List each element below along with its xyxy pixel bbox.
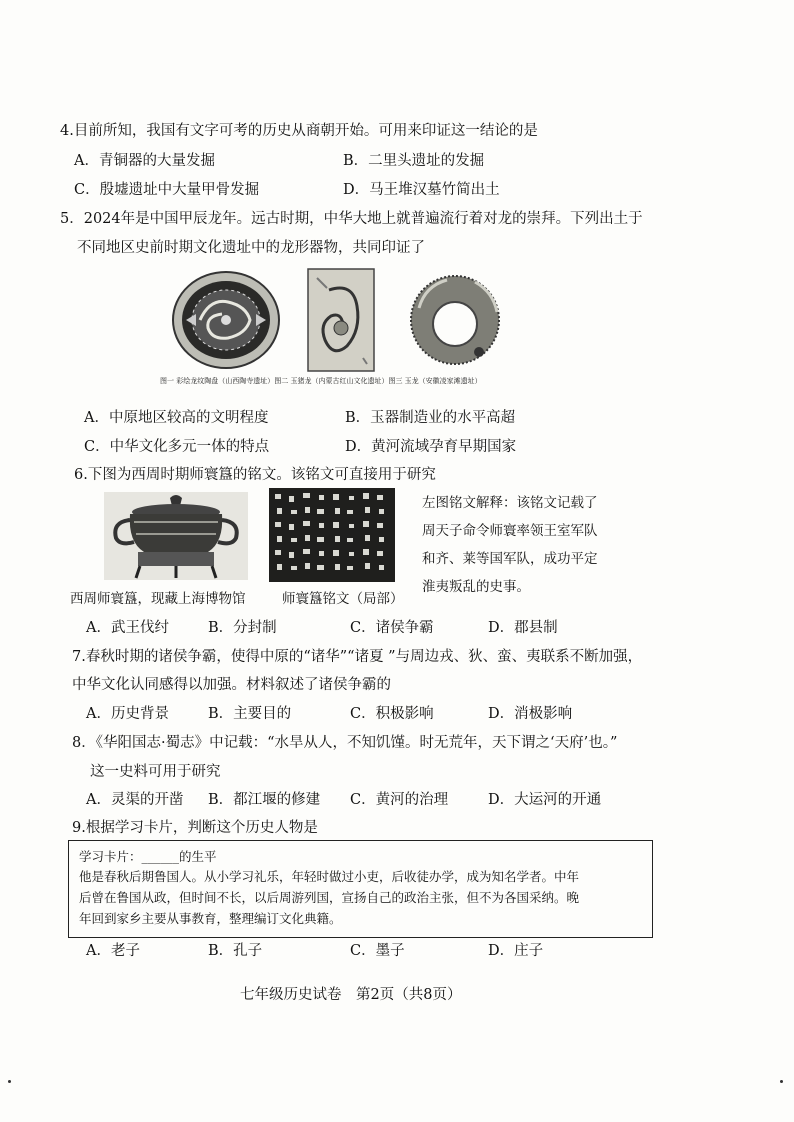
q6-vessel-caption: 西周师寰簋，现藏上海博物馆 [70,591,246,607]
q9-option-b: B．孔子 [208,943,263,959]
scan-speck [8,1080,11,1083]
q7-option-c: C．积极影响 [350,706,434,722]
q5-stem-line1: 5．2024年是中国甲辰龙年。远古时期，中华大地上就普遍流行着对龙的崇拜。下列出土于 [60,211,643,227]
q4-option-c: C．殷墟遗址中大量甲骨发掘 [74,182,260,198]
q7-option-b: B．主要目的 [208,706,292,722]
page-footer: 七年级历史试卷 第2页（共8页） [240,987,462,1003]
study-card-line2: 后曾在鲁国从政，但时间不长，以后周游列国，宣扬自己的政治主张，但不为各国采纳。晚 [79,890,580,905]
q5-option-d: D．黄河流域孕育早期国家 [345,439,517,455]
q6-inscription-caption: 师寰簋铭文（局部） [282,591,404,607]
q5-stem-line2: 不同地区史前时期文化遗址中的龙形器物，共同印证了 [77,240,425,256]
q5-option-b: B．玉器制造业的水平高超 [345,410,516,426]
q4-option-b: B．二里头遗址的发掘 [343,153,485,169]
inscription-rubbing-image [269,488,395,582]
q6-note-line4: 淮夷叛乱的史事。 [422,579,530,595]
study-card-line1: 他是春秋后期鲁国人。从小学习礼乐，年轻时做过小吏，后收徒办学，成为知名学者。中年 [79,869,580,884]
q7-option-d: D．消极影响 [488,706,573,722]
q4-stem: 4.目前所知，我国有文字可考的历史从商朝开始。可用来印证这一结论的是 [60,123,538,139]
shi-huan-gui-vessel-image [104,492,248,580]
q8-option-b: B．都江堰的修建 [208,792,321,808]
q8-option-c: C．黄河的治理 [350,792,449,808]
q6-note-line2: 周天子命令师寰率领王室军队 [422,523,598,539]
q6-note-line1: 左图铭文解释：该铭文记载了 [422,495,598,511]
q6-option-c: C．诸侯争霸 [350,620,434,636]
study-card [68,840,653,938]
q6-option-d: D．郡县制 [488,620,558,636]
q9-stem: 9.根据学习卡片，判断这个历史人物是 [72,820,318,836]
q5-option-a: A．中原地区较高的文明程度 [84,410,269,426]
q9-option-a: A．老子 [86,943,140,959]
q9-option-c: C．墨子 [350,943,405,959]
q8-option-d: D．大运河的开通 [488,792,602,808]
study-card-line3: 年回到家乡主要从事教育，整理编订文化典籍。 [79,911,342,926]
jade-pig-dragon-image [307,268,375,372]
q7-stem-line2: 中华文化认同感得以加强。材料叙述了诸侯争霸的 [72,677,391,693]
q5-option-c: C．中华文化多元一体的特点 [84,439,270,455]
q6-option-b: B．分封制 [208,620,277,636]
q4-option-a: A．青铜器的大量发掘 [74,153,215,169]
q6-option-a: A．武王伐纣 [86,620,169,636]
q8-stem-line1: 8．《华阳国志·蜀志》中记载：“水旱从人，不知饥馑。时无荒年，天下谓之‘天府’也。” [72,735,618,751]
jade-dragon-ring-image [405,268,505,372]
q8-option-a: A．灵渠的开凿 [86,792,184,808]
q4-option-d: D．马王堆汉墓竹简出土 [343,182,500,198]
dragon-pattern-pottery-plate-image [170,268,282,372]
q8-stem-line2: 这一史料可用于研究 [90,764,221,780]
scan-speck [780,1080,783,1083]
q6-stem: 6.下图为西周时期师寰簋的铭文。该铭文可直接用于研究 [74,467,436,483]
q7-stem-line1: 7.春秋时期的诸侯争霸，使得中原的“诸华”“诸夏 ”与周边戎、狄、蛮、夷联系不断加强， [72,649,643,665]
q6-note-line3: 和齐、莱等国军队，成功平定 [422,551,598,567]
study-card-title: 学习卡片：______的生平 [79,849,217,864]
q9-option-d: D．庄子 [488,943,544,959]
q7-option-a: A．历史背景 [86,706,169,722]
q5-figure-caption: 图一 彩绘龙纹陶盘（山西陶寺遗址）图二 玉猪龙（内蒙古红山文化遗址）图三 玉龙（安徽凌家滩遗址） [160,377,482,385]
